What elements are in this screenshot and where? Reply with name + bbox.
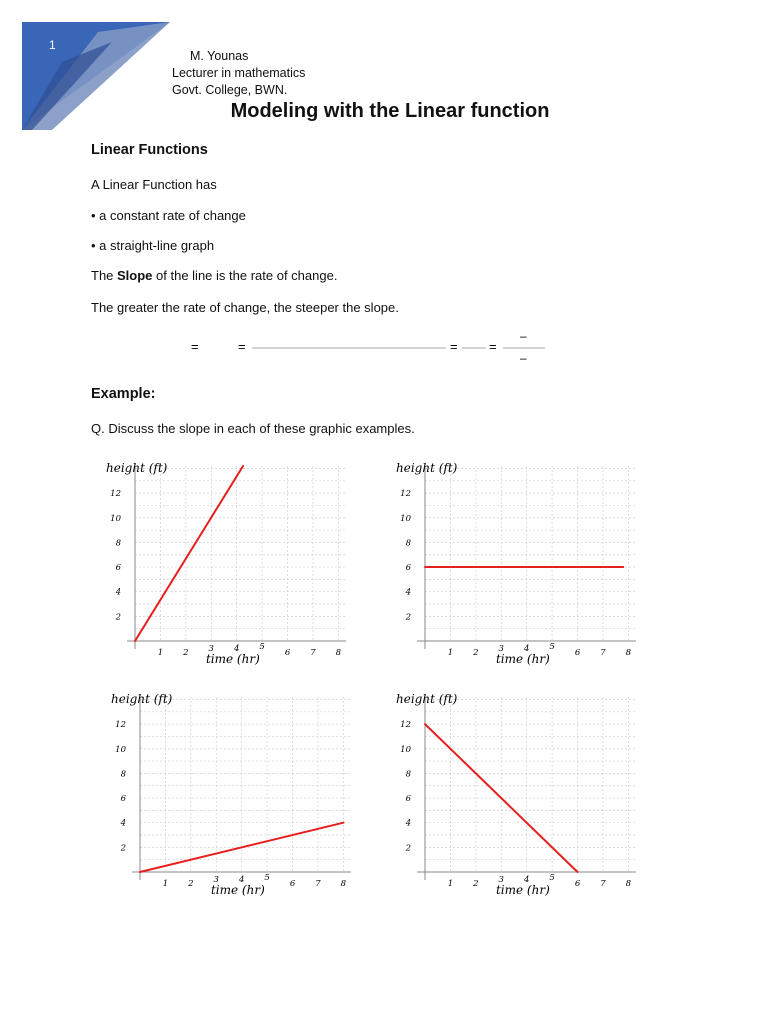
x-tick-label: 7	[600, 648, 606, 658]
y-tick-label: 4	[405, 818, 411, 829]
example-heading: Example:	[91, 386, 156, 402]
y-tick-label: 10	[400, 744, 411, 755]
y-tick-label: 10	[115, 744, 126, 755]
x-tick-label: 1	[162, 879, 169, 889]
slope-pre: The	[91, 268, 118, 283]
x-tick-label: 6	[284, 648, 291, 658]
eq-2: =	[238, 339, 246, 354]
y-axis-label: height (ft)	[396, 692, 458, 706]
y-tick-label: 2	[405, 843, 411, 854]
y-tick-label: 8	[405, 769, 411, 780]
y-tick-label: 2	[115, 612, 121, 623]
graph-3	[105, 686, 365, 906]
x-axis-label: time (hr)	[210, 883, 265, 897]
slope-bold: Slope	[117, 268, 153, 283]
y-tick-label: 4	[405, 587, 411, 598]
x-tick-label: 5	[549, 642, 555, 652]
y-axis-label: height (ft)	[396, 461, 458, 475]
x-tick-label: 6	[574, 648, 581, 658]
author-org: Govt. College, BWN.	[172, 83, 288, 97]
y-tick-label: 4	[120, 818, 126, 829]
x-tick-label: 3	[498, 644, 504, 654]
series-line	[135, 466, 243, 641]
x-tick-label: 2	[473, 879, 479, 889]
x-tick-label: 3	[208, 644, 214, 654]
y-tick-label: 6	[115, 563, 121, 574]
x-tick-label: 5	[259, 642, 265, 652]
grid	[425, 466, 636, 641]
page-number: 1	[49, 38, 56, 52]
x-tick-label: 7	[315, 879, 321, 889]
x-tick-label: 3	[213, 875, 219, 885]
section-heading: Linear Functions	[91, 142, 208, 158]
y-tick-label: 6	[405, 794, 411, 805]
x-tick-label: 1	[447, 879, 454, 889]
x-tick-label: 5	[264, 873, 270, 883]
graph-4	[390, 686, 650, 906]
example-question: Q. Discuss the slope in each of these graphic examples.	[91, 421, 415, 436]
y-tick-label: 10	[110, 513, 121, 524]
y-tick-label: 12	[115, 720, 126, 731]
y-tick-label: 12	[400, 720, 411, 731]
x-tick-label: 1	[157, 648, 164, 658]
y-tick-label: 2	[120, 843, 126, 854]
x-tick-label: 8	[340, 879, 347, 889]
x-tick-label: 6	[289, 879, 296, 889]
y-axis-label: height (ft)	[111, 692, 173, 706]
y-tick-label: 4	[115, 587, 121, 598]
x-tick-label: 2	[473, 648, 479, 658]
x-tick-label: 5	[549, 873, 555, 883]
x-tick-label: 8	[335, 648, 342, 658]
bullet-rate: • a constant rate of change	[91, 208, 246, 223]
author-role: Lecturer in mathematics	[172, 66, 306, 80]
intro-text: A Linear Function has	[91, 177, 217, 192]
x-tick-label: 4	[238, 875, 245, 885]
frac-bottom: –	[520, 351, 527, 365]
y-tick-label: 2	[405, 612, 411, 623]
frac-top: –	[520, 330, 527, 343]
y-tick-label: 8	[405, 538, 411, 549]
y-tick-label: 6	[405, 563, 411, 574]
grid	[135, 466, 346, 641]
slope-formula	[0, 330, 768, 370]
x-tick-label: 2	[188, 879, 194, 889]
x-tick-label: 6	[574, 879, 581, 889]
eq-1: =	[191, 339, 199, 354]
eq-3: =	[450, 339, 458, 354]
y-axis-label: height (ft)	[106, 461, 168, 475]
x-tick-label: 7	[310, 648, 316, 658]
y-tick-label: 8	[115, 538, 121, 549]
eq-4: =	[489, 339, 497, 354]
x-axis-label: time (hr)	[495, 652, 550, 666]
slope-post: of the line is the rate of change.	[152, 268, 338, 283]
x-tick-label: 8	[625, 879, 632, 889]
x-tick-label: 4	[523, 644, 530, 654]
x-tick-label: 1	[447, 648, 454, 658]
slope-sentence	[91, 268, 337, 283]
author-name: M. Younas	[190, 49, 249, 63]
x-tick-label: 4	[233, 644, 240, 654]
steeper-sentence: The greater the rate of change, the steeper the slope.	[91, 300, 399, 315]
x-tick-label: 7	[600, 879, 606, 889]
page-title: Modeling with the Linear function	[230, 100, 550, 122]
x-tick-label: 3	[498, 875, 504, 885]
x-tick-label: 8	[625, 648, 632, 658]
x-axis-label: time (hr)	[205, 652, 260, 666]
y-tick-label: 12	[400, 489, 411, 500]
bullet-graph: • a straight-line graph	[91, 238, 215, 253]
author-block	[172, 48, 305, 99]
grid	[425, 697, 636, 872]
graph-2	[390, 455, 650, 675]
x-axis-label: time (hr)	[495, 883, 550, 897]
x-tick-label: 4	[523, 875, 530, 885]
y-tick-label: 10	[400, 513, 411, 524]
graph-1	[100, 455, 360, 675]
y-tick-label: 8	[120, 769, 126, 780]
x-tick-label: 2	[183, 648, 189, 658]
y-tick-label: 6	[120, 794, 126, 805]
y-tick-label: 12	[110, 489, 121, 500]
